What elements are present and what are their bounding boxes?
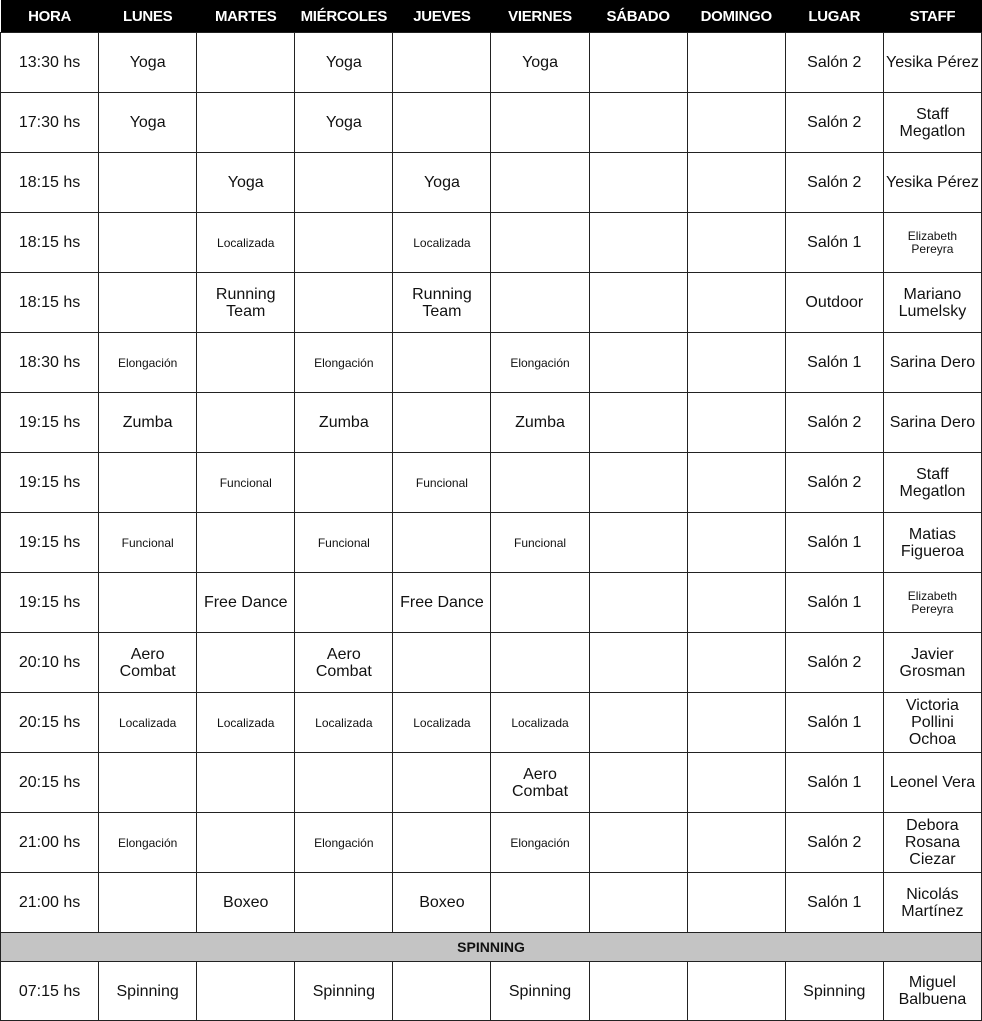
cell-viernes: [491, 453, 589, 513]
table-row: [1, 393, 982, 453]
cell-sabado: [589, 573, 687, 633]
cell-jueves: Yoga: [393, 153, 491, 213]
cell-lunes: Aero Combat: [99, 633, 197, 693]
cell-lugar: Salón 2: [785, 153, 883, 213]
cell-domingo: [687, 753, 785, 813]
cell-lugar: Outdoor: [785, 273, 883, 333]
cell-sabado: [589, 273, 687, 333]
cell-martes: [197, 753, 295, 813]
cell-sabado: [589, 813, 687, 873]
cell-hora: 18:15 hs: [1, 213, 99, 273]
cell-martes: [197, 93, 295, 153]
cell-miercoles: [295, 213, 393, 273]
cell-sabado: [589, 753, 687, 813]
cell-lunes: Yoga: [99, 33, 197, 93]
cell-domingo: [687, 693, 785, 753]
cell-lunes: [99, 273, 197, 333]
cell-domingo: [687, 573, 785, 633]
cell-jueves: Funcional: [393, 453, 491, 513]
cell-viernes: [491, 633, 589, 693]
cell-martes: [197, 962, 295, 1021]
cell-domingo: [687, 633, 785, 693]
cell-jueves: [393, 33, 491, 93]
cell-sabado: [589, 962, 687, 1021]
cell-jueves: Boxeo: [393, 873, 491, 933]
cell-jueves: Running Team: [393, 273, 491, 333]
cell-viernes: [491, 273, 589, 333]
cell-martes: [197, 633, 295, 693]
table-row: [1, 573, 982, 633]
section-header-row: [1, 933, 982, 962]
cell-martes: Free Dance: [197, 573, 295, 633]
cell-martes: Yoga: [197, 153, 295, 213]
cell-staff: Sarina Dero: [883, 333, 981, 393]
cell-martes: [197, 393, 295, 453]
cell-staff: Mariano Lumelsky: [883, 273, 981, 333]
cell-domingo: [687, 813, 785, 873]
cell-staff: Elizabeth Pereyra: [883, 213, 981, 273]
cell-hora: 19:15 hs: [1, 513, 99, 573]
cell-lunes: Zumba: [99, 393, 197, 453]
table-row: [1, 213, 982, 273]
table-row: [1, 93, 982, 153]
table-row: [1, 273, 982, 333]
cell-hora: 18:30 hs: [1, 333, 99, 393]
cell-martes: Boxeo: [197, 873, 295, 933]
cell-martes: [197, 33, 295, 93]
cell-miercoles: [295, 573, 393, 633]
cell-viernes: Spinning: [491, 962, 589, 1021]
table-row: [1, 33, 982, 93]
cell-hora: 20:10 hs: [1, 633, 99, 693]
header-hora: HORA: [1, 0, 99, 33]
cell-lunes: Yoga: [99, 93, 197, 153]
cell-lunes: Elongación: [99, 333, 197, 393]
cell-domingo: [687, 93, 785, 153]
cell-miercoles: [295, 153, 393, 213]
cell-lugar: Salón 2: [785, 93, 883, 153]
cell-lugar: Spinning: [785, 962, 883, 1021]
cell-lunes: [99, 153, 197, 213]
cell-lunes: Localizada: [99, 693, 197, 753]
cell-sabado: [589, 333, 687, 393]
header-domingo: DOMINGO: [687, 0, 785, 33]
cell-viernes: [491, 93, 589, 153]
cell-miercoles: Zumba: [295, 393, 393, 453]
cell-staff: Victoria Pollini Ochoa: [883, 693, 981, 753]
cell-jueves: [393, 393, 491, 453]
cell-viernes: [491, 153, 589, 213]
cell-domingo: [687, 962, 785, 1021]
cell-lugar: Salón 1: [785, 693, 883, 753]
cell-hora: 20:15 hs: [1, 753, 99, 813]
cell-lugar: Salón 1: [785, 333, 883, 393]
cell-martes: [197, 333, 295, 393]
cell-sabado: [589, 873, 687, 933]
cell-staff: Staff Megatlon: [883, 453, 981, 513]
cell-jueves: [393, 962, 491, 1021]
table-row: [1, 513, 982, 573]
cell-jueves: Free Dance: [393, 573, 491, 633]
cell-staff: Sarina Dero: [883, 393, 981, 453]
cell-hora: 19:15 hs: [1, 393, 99, 453]
cell-viernes: Yoga: [491, 33, 589, 93]
cell-lugar: Salón 2: [785, 813, 883, 873]
cell-viernes: Zumba: [491, 393, 589, 453]
cell-domingo: [687, 333, 785, 393]
cell-domingo: [687, 873, 785, 933]
cell-lugar: Salón 2: [785, 33, 883, 93]
cell-martes: Localizada: [197, 213, 295, 273]
cell-viernes: Localizada: [491, 693, 589, 753]
spinning-row: [1, 962, 982, 1021]
cell-miercoles: [295, 753, 393, 813]
cell-hora: 18:15 hs: [1, 153, 99, 213]
cell-staff: Elizabeth Pereyra: [883, 573, 981, 633]
cell-viernes: [491, 573, 589, 633]
cell-miercoles: Elongación: [295, 813, 393, 873]
table-row: [1, 453, 982, 513]
header-sabado: SÁBADO: [589, 0, 687, 33]
cell-lugar: Salón 1: [785, 573, 883, 633]
cell-staff: Yesika Pérez: [883, 153, 981, 213]
cell-hora: 19:15 hs: [1, 573, 99, 633]
cell-staff: Miguel Balbuena: [883, 962, 981, 1021]
cell-lunes: Elongación: [99, 813, 197, 873]
cell-miercoles: [295, 273, 393, 333]
cell-sabado: [589, 33, 687, 93]
cell-miercoles: [295, 453, 393, 513]
cell-staff: Nicolás Martínez: [883, 873, 981, 933]
cell-hora: 18:15 hs: [1, 273, 99, 333]
cell-miercoles: Yoga: [295, 33, 393, 93]
cell-hora: 21:00 hs: [1, 813, 99, 873]
cell-martes: Running Team: [197, 273, 295, 333]
cell-martes: [197, 813, 295, 873]
header-lunes: LUNES: [99, 0, 197, 33]
cell-miercoles: Yoga: [295, 93, 393, 153]
cell-jueves: [393, 333, 491, 393]
cell-lunes: Funcional: [99, 513, 197, 573]
cell-lugar: Salón 1: [785, 213, 883, 273]
cell-miercoles: Funcional: [295, 513, 393, 573]
table-body: [1, 33, 982, 1021]
cell-martes: Localizada: [197, 693, 295, 753]
table-row: [1, 873, 982, 933]
cell-lugar: Salón 2: [785, 393, 883, 453]
cell-domingo: [687, 513, 785, 573]
header-lugar: LUGAR: [785, 0, 883, 33]
cell-sabado: [589, 693, 687, 753]
header-jueves: JUEVES: [393, 0, 491, 33]
table-row: [1, 813, 982, 873]
table-row: [1, 753, 982, 813]
cell-jueves: [393, 633, 491, 693]
table-row: [1, 693, 982, 753]
cell-jueves: Localizada: [393, 213, 491, 273]
cell-domingo: [687, 393, 785, 453]
cell-viernes: [491, 213, 589, 273]
table-row: [1, 153, 982, 213]
section-title: SPINNING: [1, 933, 982, 962]
cell-sabado: [589, 633, 687, 693]
cell-domingo: [687, 453, 785, 513]
header-viernes: VIERNES: [491, 0, 589, 33]
cell-lunes: [99, 573, 197, 633]
cell-lugar: Salón 1: [785, 873, 883, 933]
cell-sabado: [589, 513, 687, 573]
cell-miercoles: Localizada: [295, 693, 393, 753]
cell-hora: 13:30 hs: [1, 33, 99, 93]
cell-viernes: Elongación: [491, 813, 589, 873]
cell-jueves: Localizada: [393, 693, 491, 753]
cell-sabado: [589, 213, 687, 273]
cell-lunes: Spinning: [99, 962, 197, 1021]
cell-staff: Matias Figueroa: [883, 513, 981, 573]
cell-hora: 17:30 hs: [1, 93, 99, 153]
cell-viernes: Funcional: [491, 513, 589, 573]
cell-miercoles: [295, 873, 393, 933]
cell-hora: 07:15 hs: [1, 962, 99, 1021]
cell-sabado: [589, 153, 687, 213]
cell-viernes: Elongación: [491, 333, 589, 393]
cell-staff: Staff Megatlon: [883, 93, 981, 153]
cell-lunes: [99, 213, 197, 273]
header-martes: MARTES: [197, 0, 295, 33]
header-staff: STAFF: [883, 0, 981, 33]
cell-staff: Yesika Pérez: [883, 33, 981, 93]
cell-staff: Debora Rosana Ciezar: [883, 813, 981, 873]
cell-hora: 19:15 hs: [1, 453, 99, 513]
cell-lugar: Salón 2: [785, 453, 883, 513]
header-miercoles: MIÉRCOLES: [295, 0, 393, 33]
cell-martes: Funcional: [197, 453, 295, 513]
cell-hora: 20:15 hs: [1, 693, 99, 753]
cell-hora: 21:00 hs: [1, 873, 99, 933]
cell-staff: Javier Grosman: [883, 633, 981, 693]
cell-domingo: [687, 33, 785, 93]
table-row: [1, 333, 982, 393]
table-header: [1, 0, 982, 33]
cell-viernes: Aero Combat: [491, 753, 589, 813]
cell-domingo: [687, 213, 785, 273]
cell-jueves: [393, 753, 491, 813]
cell-lunes: [99, 753, 197, 813]
cell-lunes: [99, 873, 197, 933]
cell-lugar: Salón 2: [785, 633, 883, 693]
cell-martes: [197, 513, 295, 573]
table-row: [1, 633, 982, 693]
cell-jueves: [393, 93, 491, 153]
cell-sabado: [589, 453, 687, 513]
cell-lunes: [99, 453, 197, 513]
cell-miercoles: Elongación: [295, 333, 393, 393]
cell-viernes: [491, 873, 589, 933]
cell-jueves: [393, 513, 491, 573]
cell-domingo: [687, 153, 785, 213]
cell-lugar: Salón 1: [785, 513, 883, 573]
cell-miercoles: Spinning: [295, 962, 393, 1021]
cell-jueves: [393, 813, 491, 873]
cell-staff: Leonel Vera: [883, 753, 981, 813]
cell-miercoles: Aero Combat: [295, 633, 393, 693]
cell-sabado: [589, 393, 687, 453]
cell-sabado: [589, 93, 687, 153]
cell-lugar: Salón 1: [785, 753, 883, 813]
cell-domingo: [687, 273, 785, 333]
